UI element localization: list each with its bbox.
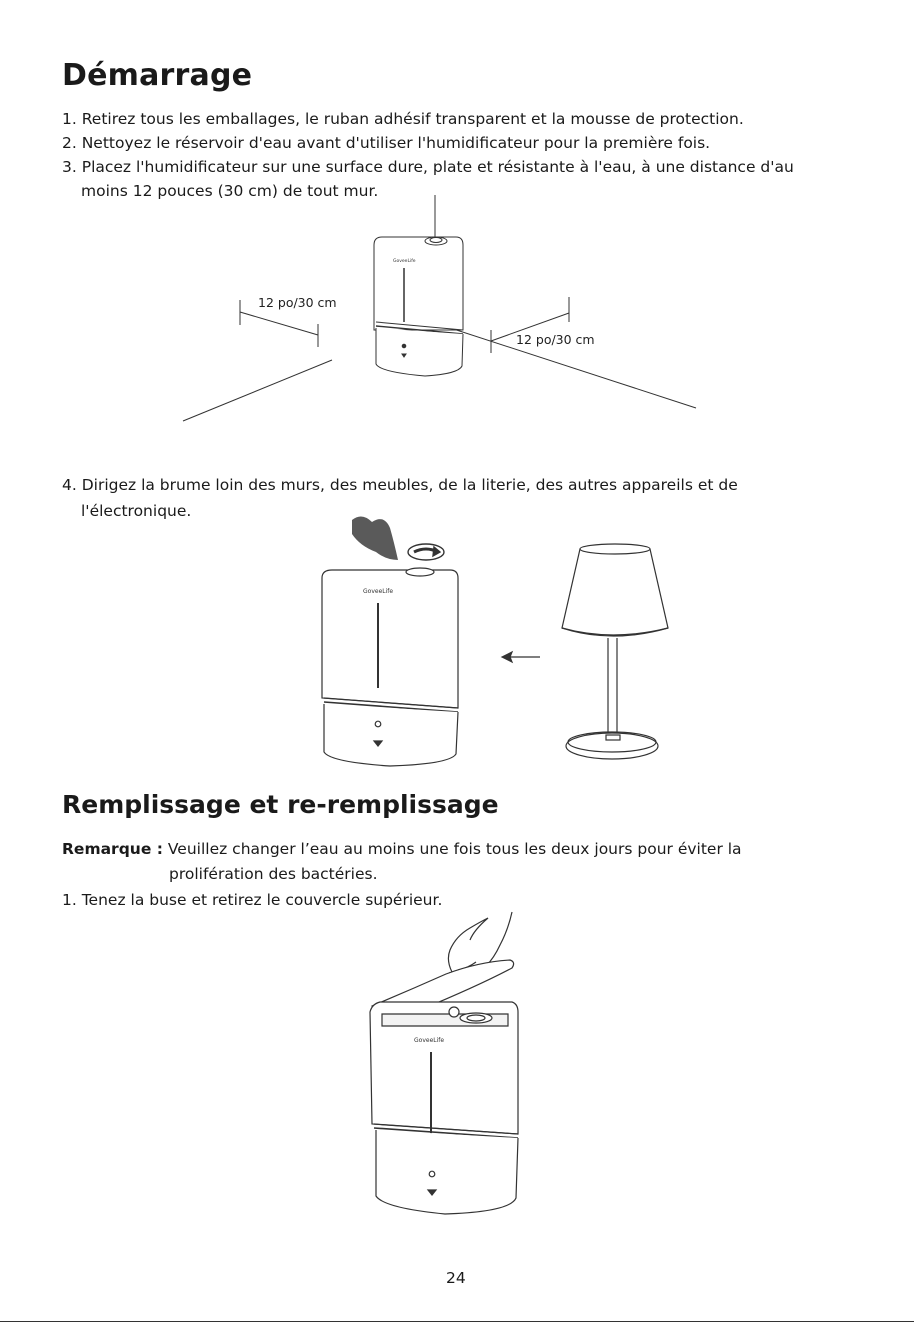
mist-direction-diagram — [0, 510, 914, 780]
distance-label-right: 12 po/30 cm — [516, 332, 595, 347]
mist-plume-icon — [352, 516, 398, 560]
humidifier-small — [374, 237, 463, 376]
bottom-rule — [0, 1321, 914, 1322]
humidifier-open — [370, 1002, 518, 1214]
brand-logo-open: GoveeLife — [414, 1037, 445, 1044]
brand-logo-large: GoveeLife — [363, 588, 394, 595]
step-2-text: 2. Nettoyez le réservoir d'eau avant d'utiliser l'humidificateur pour la première fois. — [62, 134, 711, 152]
remark-line-2: prolifération des bactéries. — [169, 865, 378, 883]
remark-text: Veuillez changer l’eau au moins une fois tous les deux jours pour éviter la — [167, 840, 742, 858]
placement-diagram — [0, 190, 914, 430]
section-title-demarrage: Démarrage — [62, 58, 253, 93]
remark-line-1 — [62, 837, 742, 861]
rotate-arrow-icon — [408, 544, 444, 560]
brand-logo-small: GoveeLife — [393, 259, 416, 264]
humidifier-large — [322, 568, 458, 766]
section-title-remplissage: Remplissage et re-remplissage — [62, 790, 499, 819]
table-lamp-icon — [562, 544, 668, 759]
remove-cover-diagram — [0, 905, 914, 1225]
step-4-text: 4. Dirigez la brume loin des murs, des meubles, de la literie, des autres appareils et de — [62, 476, 738, 494]
step-4-text-continued: l'électronique. — [81, 502, 192, 520]
fill-step-1-text: 1. Tenez la buse et retirez le couvercle supérieur. — [62, 891, 443, 909]
distance-label-left: 12 po/30 cm — [258, 295, 337, 310]
remark-label: Remarque : — [62, 840, 163, 858]
step-1-text: 1. Retirez tous les emballages, le ruban adhésif transparent et la mousse de protection. — [62, 110, 744, 128]
step-3-text: 3. Placez l'humidificateur sur une surface dure, plate et résistante à l'eau, à une distance d'au — [62, 158, 794, 176]
left-arrow-icon — [502, 652, 540, 662]
step-3-text-continued: moins 12 pouces (30 cm) de tout mur. — [81, 182, 379, 200]
page-number: 24 — [446, 1269, 466, 1287]
